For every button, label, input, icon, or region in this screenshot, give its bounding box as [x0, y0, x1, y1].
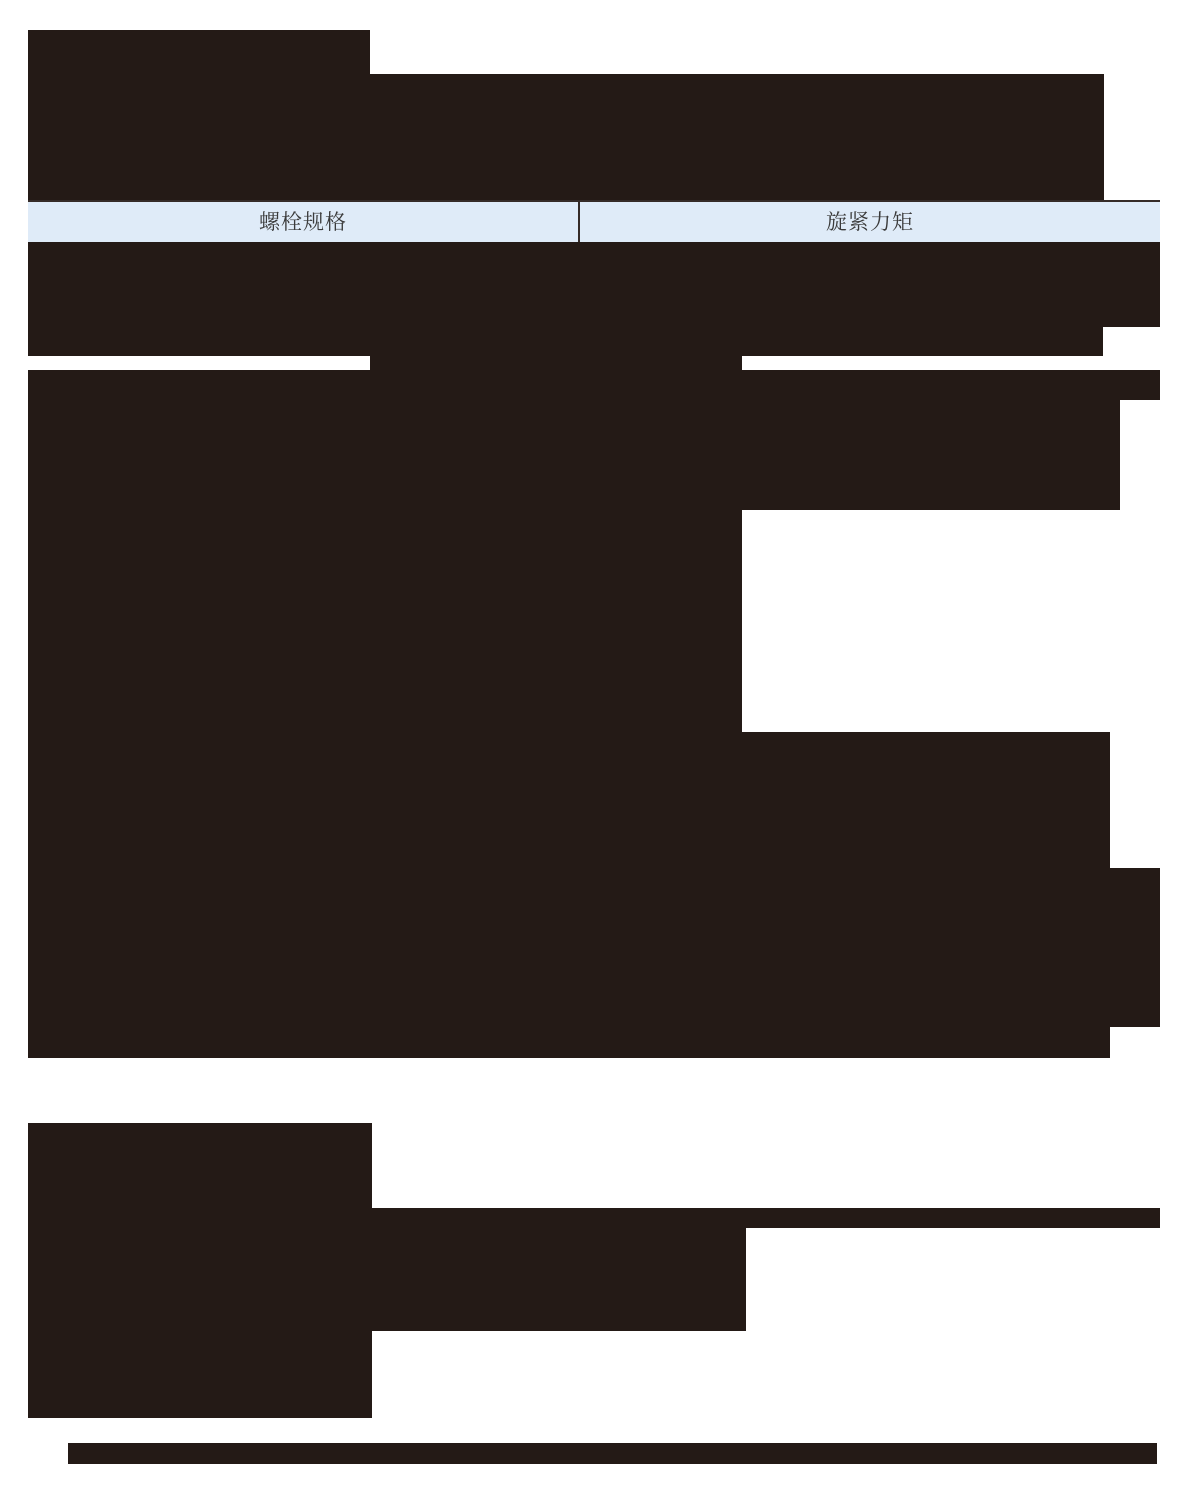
- redacted-right-column-text: [742, 400, 1120, 510]
- redacted-table-body-rows: [28, 242, 1160, 327]
- table-header-cell-torque: 旋紧力矩: [826, 210, 914, 234]
- table-header-cell-bolt-spec: 螺栓规格: [259, 210, 347, 234]
- torque-table-header: [28, 200, 1160, 242]
- redacted-bottom-middle-column: [372, 1228, 746, 1331]
- redacted-bottom-wide-line: [372, 1208, 1160, 1228]
- redacted-paragraph-block-lower: [28, 1027, 1110, 1058]
- redacted-section-title: [28, 30, 370, 74]
- redacted-intro-paragraph: [28, 74, 1104, 200]
- redacted-paragraph-block-wide: [28, 868, 1160, 1027]
- redacted-left-column-text: [28, 370, 742, 732]
- redacted-paragraph-line-a: [28, 327, 1103, 356]
- redacted-paragraph-block-upper: [28, 732, 1110, 868]
- redacted-paragraph-line-b: [370, 356, 742, 370]
- footer-rule-bar: [68, 1443, 1157, 1464]
- redacted-bottom-left-column: [28, 1123, 372, 1418]
